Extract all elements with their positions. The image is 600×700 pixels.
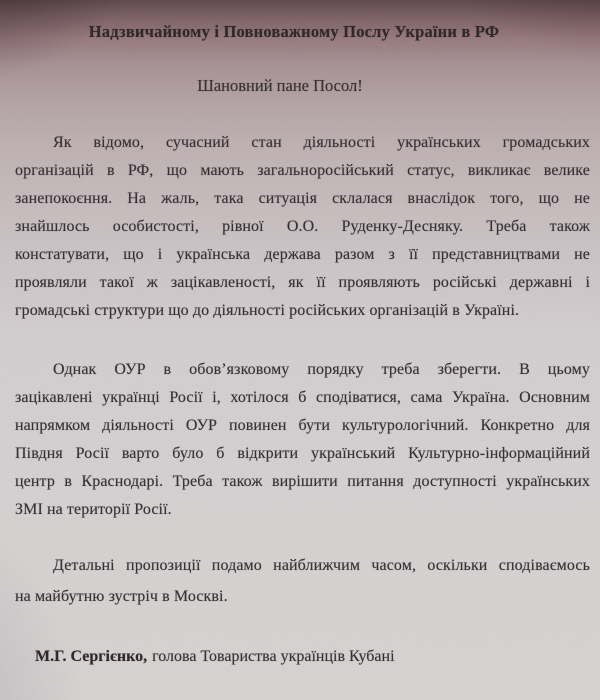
paragraph-line: занепокоєння. На жаль, така ситуація склалася внаслідок того, що не — [15, 190, 590, 207]
paragraph-line: Як відомо, сучасний стан діяльності українських громадських — [53, 134, 590, 151]
paragraph-2 — [15, 356, 590, 524]
signature-name: М.Г. Сергієнко, — [35, 648, 148, 665]
signature-line — [35, 648, 590, 666]
paragraph-line: Детальні пропозиції подамо найближчим часом, оскільки сподіваємось — [53, 557, 590, 574]
paragraph-line: центр в Краснодарі. Треба також вирішити питання доступності українських — [15, 473, 590, 490]
paragraph-line: констатувати, що і українська держава разом з її представництвами не — [15, 246, 590, 263]
paragraph-3 — [15, 550, 590, 612]
paragraph-line: організацій в РФ, що мають загальноросійський статус, викликає велике — [15, 162, 590, 179]
paragraph-line: Однак ОУР в обов’язковому порядку треба зберегти. В цьому — [53, 361, 590, 378]
paragraph-line: на майбутню зустріч в Москві. — [15, 588, 228, 605]
paragraph-line: громадські структури що до діяльності російських організацій в Україні. — [15, 302, 520, 319]
paragraph-line: знайшлось особистості, рівної О.О. Руденку-Десняку. Треба також — [15, 218, 590, 235]
paragraph-line: проявляли такої ж зацікавленості, як її проявляють російські державні і — [15, 274, 590, 291]
paragraph-line: напрямком діяльності ОУР повинен бути культурологічний. Конкретно для — [15, 417, 590, 434]
paragraph-line: зацікавлені українці Росії і, хотілося б сподіватися, сама Україна. Основним — [15, 389, 590, 406]
paragraph-line: ЗМІ на території Росії. — [15, 501, 172, 518]
paragraph-1 — [15, 129, 590, 325]
salutation: Шановний пане Посол! — [197, 76, 363, 95]
paragraph-line: Півдня Росії варто було б відкрити український Культурно-інформаційний — [15, 445, 590, 462]
signature-role: голова Товариства українців Кубані — [152, 648, 395, 665]
recipient-heading: Надзвичайному і Повноважному Послу України в РФ — [88, 22, 500, 41]
